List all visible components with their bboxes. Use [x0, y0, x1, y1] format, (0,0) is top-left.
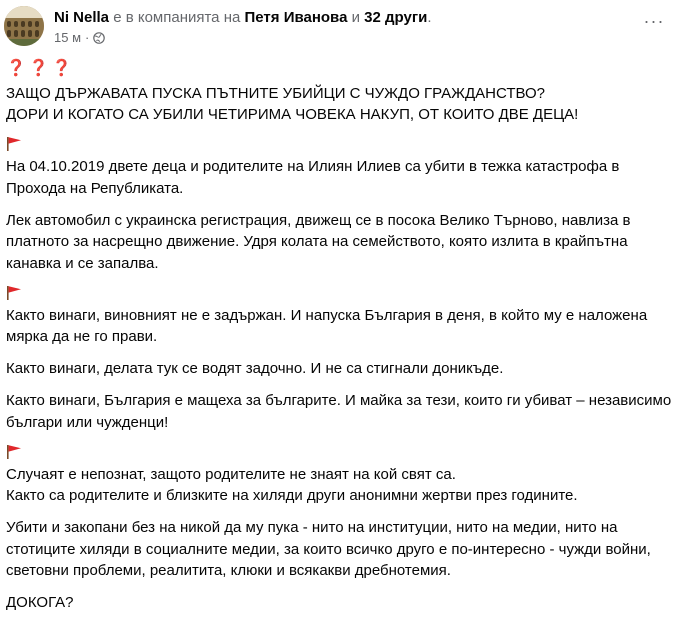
- author-line: [54, 9, 432, 27]
- author-name[interactable]: Ni Nella: [54, 9, 110, 26]
- paragraph-nobody-cares: Убити и закопани без на никой да му пука - нито на институции, нито на медии, нито на стотиците хиляди в социалните медии, за които всичко друго е по-интересно - чужди войни, световни проблеми, реалитита, клюки и всякакви дребнотемия.: [6, 519, 651, 579]
- post-time[interactable]: 15 м: [54, 30, 82, 45]
- paragraph-stepmother: Както винаги, България е мащеха за българите. И майка за тези, които ги убиват – независимо българи или чужденци!: [6, 392, 672, 431]
- paragraph-other-victims: Както са родителите и близките на хиляди други анонимни жертви през годините.: [6, 487, 578, 504]
- question-marks: ❓❓❓: [6, 60, 75, 77]
- paragraph-car: Лек автомобил с украинска регистрация, движещ се в посока Велико Търново, навлиза в платното за насрещно движение. Удря колата на семейството, която излита в крайпътна канавка и се запалва.: [6, 211, 631, 272]
- meta-separator: ·: [85, 30, 90, 45]
- more-options-button[interactable]: [638, 12, 670, 38]
- red-flag-icon: [6, 444, 24, 460]
- avatar[interactable]: [4, 6, 44, 46]
- red-flag-icon: [6, 136, 24, 152]
- paragraph-until-when: ДОКОГА?: [6, 594, 74, 611]
- more-options-icon: ···: [643, 11, 665, 31]
- paragraph-cases: Както винаги, делата тук се водят задочно. И не са стигнали доникъде.: [6, 360, 504, 377]
- post-body: [6, 58, 674, 624]
- others-link[interactable]: 32 други: [364, 9, 428, 26]
- flag-divider: [6, 136, 674, 154]
- with-prefix: е в компанията на: [113, 9, 241, 26]
- post-meta: [54, 30, 105, 46]
- tagged-person-link[interactable]: Петя Иванова: [244, 9, 348, 26]
- colosseum-avatar-image: [4, 6, 44, 46]
- flag-divider: [6, 444, 674, 462]
- flag-divider: [6, 285, 674, 303]
- headline-2: ДОРИ И КОГАТО СА УБИЛИ ЧЕТИРИМА ЧОВЕКА НАКУП, ОТ КОИТО ДВЕ ДЕЦА!: [6, 106, 579, 123]
- paragraph-date: На 04.10.2019 двете деца и родителите на Илиян Илиев са убити в тежка катастрофа в Прохода на Републиката.: [6, 158, 620, 197]
- paragraph-not-detained: Както винаги, виновният не е задържан. И напуска България в деня, в който му е наложена мярка да не го прави.: [6, 306, 648, 345]
- headline-1: ЗАЩО ДЪРЖАВАТА ПУСКА ПЪТНИТЕ УБИЙЦИ С ЧУЖДО ГРАЖДАНСТВО?: [6, 84, 546, 102]
- post-header: [0, 0, 678, 52]
- and-word: и: [351, 9, 360, 26]
- globe-icon[interactable]: [93, 32, 105, 44]
- period: .: [427, 9, 432, 26]
- paragraph-unknown-case: Случаят е непознат, защото родителите не знаят на кой свят са.: [6, 465, 456, 483]
- red-flag-icon: [6, 285, 24, 301]
